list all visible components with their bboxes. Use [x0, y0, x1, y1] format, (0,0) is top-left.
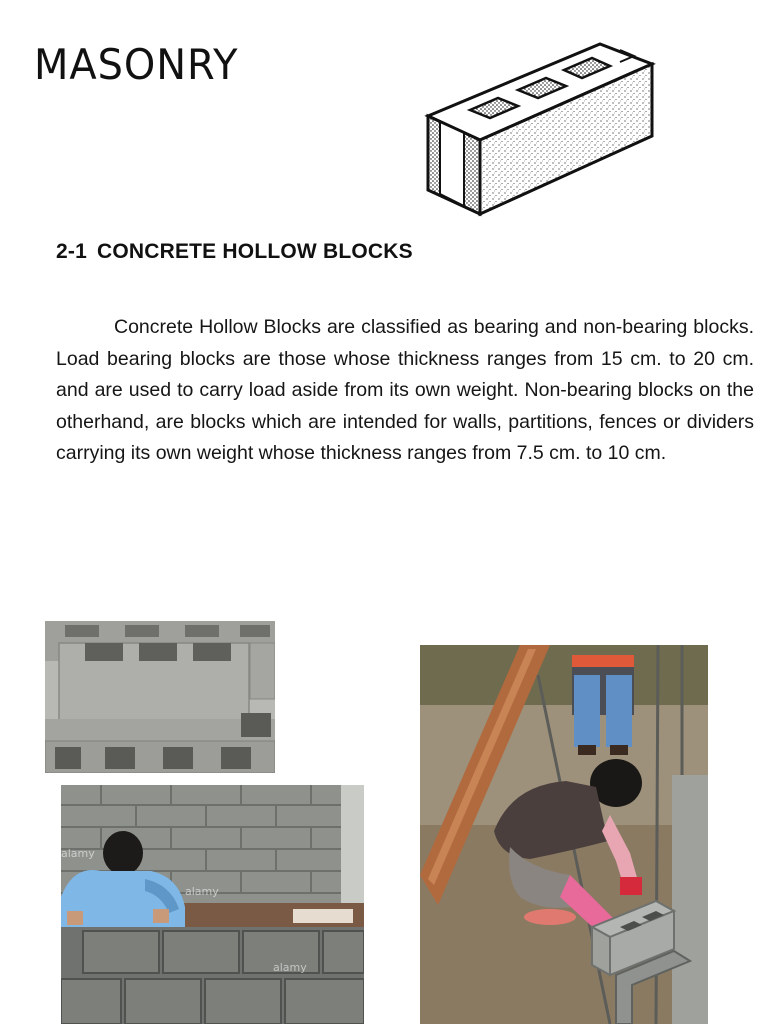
- hollow-block-icon: [420, 36, 660, 226]
- hollow-blocks-photo: [45, 621, 275, 773]
- watermark-text: alamy: [61, 847, 95, 860]
- worker-wall-photo: [61, 785, 364, 1024]
- hollow-block-illustration: [420, 36, 660, 226]
- page-title: MASONRY: [34, 40, 239, 89]
- watermark-text: alamy: [273, 961, 307, 974]
- section-paragraph: Concrete Hollow Blocks are classified as bearing and non-bearing blocks. Load bearing blocks are those whose thickness ranges from 15 cm. to 20 cm. and are used to carry load aside from its own weight. Non-bearing blocks on the otherhand, are blocks which are intended for walls, partitions, fences or dividers carrying its own weight whose thickness ranges from 7.5 cm. to 10 cm.: [56, 316, 754, 464]
- construction-site-photo: [420, 645, 708, 1024]
- section-title: CONCRETE HOLLOW BLOCKS: [96, 240, 413, 263]
- section-number: 2-1: [56, 240, 87, 263]
- watermark-text: alamy: [185, 885, 219, 898]
- section-heading: [56, 240, 413, 264]
